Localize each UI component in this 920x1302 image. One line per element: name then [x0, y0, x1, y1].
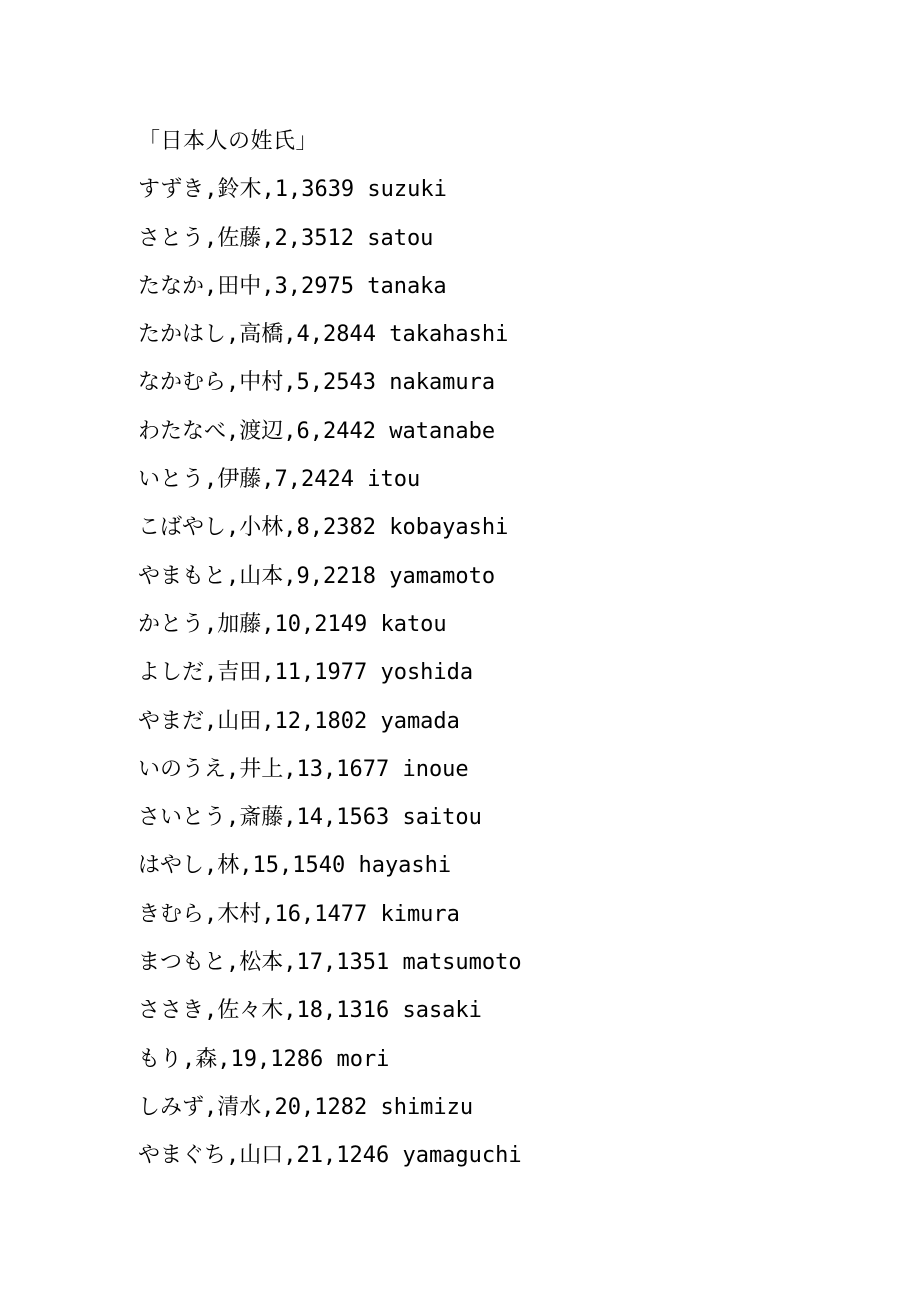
surname-entry-8: こばやし,小林,8,2382 kobayashi: [138, 515, 509, 541]
surname-entry-7: いとう,伊藤,7,2424 itou: [138, 467, 421, 493]
surname-entry-5: なかむら,中村,5,2543 nakamura: [138, 370, 496, 396]
surname-entry-18: ささき,佐々木,18,1316 sasaki: [138, 998, 482, 1024]
surname-entry-3: たなか,田中,3,2975 tanaka: [138, 273, 447, 299]
surname-entry-15: はやし,林,15,1540 hayashi: [138, 853, 452, 879]
surname-entry-11: よしだ,吉田,11,1977 yoshida: [138, 660, 474, 686]
surname-entry-2: さとう,佐藤,2,3512 satou: [138, 225, 434, 251]
surname-entry-9: やまもと,山本,9,2218 yamamoto: [138, 563, 496, 589]
document-title: 「日本人の姓氏」: [138, 129, 319, 154]
surname-entry-14: さいとう,斎藤,14,1563 saitou: [138, 805, 482, 831]
surname-entry-16: きむら,木村,16,1477 kimura: [138, 901, 460, 927]
surname-entry-19: もり,森,19,1286 mori: [138, 1046, 390, 1072]
surname-entry-21: やまぐち,山口,21,1246 yamaguchi: [138, 1143, 522, 1169]
surname-entry-10: かとう,加藤,10,2149 katou: [138, 611, 447, 637]
document-page: [138, 118, 838, 1181]
surname-entry-1: すずき,鈴木,1,3639 suzuki: [138, 177, 447, 203]
surname-entry-6: わたなべ,渡辺,6,2442 watanabe: [138, 418, 496, 444]
surname-entry-12: やまだ,山田,12,1802 yamada: [138, 708, 460, 734]
surname-entry-20: しみず,清水,20,1282 shimizu: [138, 1094, 474, 1120]
surname-entry-13: いのうえ,井上,13,1677 inoue: [138, 756, 469, 782]
surname-entry-4: たかはし,高橋,4,2844 takahashi: [138, 322, 509, 348]
surname-entry-17: まつもと,松本,17,1351 matsumoto: [138, 950, 522, 976]
